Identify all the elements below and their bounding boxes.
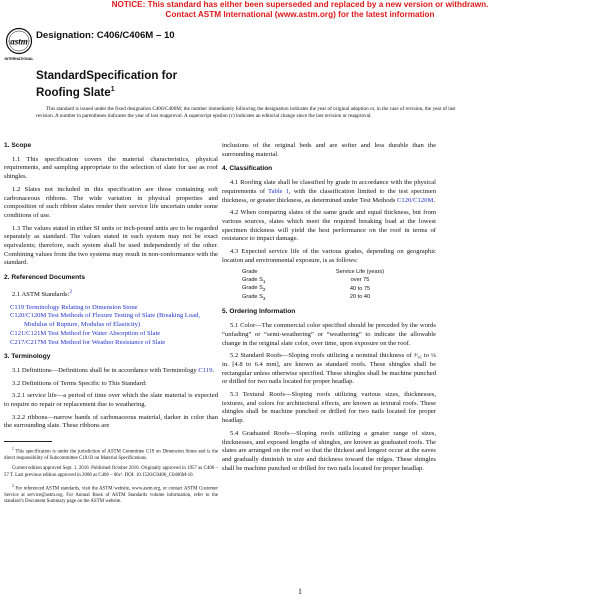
footnote-1-text: This specification is under the jurisdiction of ASTM Committee C18 on Dimension Stone and is the direct responsibility of Subcommittee C18.03 on Material Specifications. — [4, 449, 218, 462]
footnote-2-text: For referenced ASTM standards, visit the ASTM website, www.astm.org, or contact ASTM Customer Service at service@astm.org. For Annual Book of ASTM Standards volume information, refer to the standard’s Document Summary page on the ASTM website. — [4, 486, 218, 505]
section-heading-terminology: 3. Terminology — [4, 353, 51, 361]
paragraph-5-3: 5.3 Textural Roofs—Sloping roofs utilizing various sizes, thicknesses, textures, and colors for architectural effects, are known as textural roofs. These shingles shall be machine punched or drilled for two nails located for proper headlap. — [222, 391, 436, 425]
grade-subscript: 2 — [262, 287, 266, 293]
footnote-2: $^2$ For referenced ASTM standards, visit the ASTM website, www.astm.org, or contact ASTM Customer Service at service@astm.org. For Annual Book of ASTM Standards volume information, refer to the standard’s Document Summary page on the ASTM website. — [4, 483, 218, 505]
grade-label: Grade S — [242, 276, 263, 283]
table-header-grade: Grade — [242, 269, 258, 276]
astm-logo — [4, 26, 34, 62]
logo-label: INTERNATIONAL — [4, 57, 34, 61]
right-column — [222, 142, 436, 477]
table-cell-grade — [236, 294, 320, 303]
paragraph-4-2: 4.2 When comparing slates of the same grade and equal thickness, but from various sources, slates which meet the required breaking load at the lowest specimen thickness will yield the best performance on the roof in terms of resistance to impact damage. — [222, 209, 436, 243]
ref-code-link[interactable]: C121/C121M — [10, 329, 47, 337]
ref-title-link[interactable]: Test Method for Weather Resistance of Slate — [47, 338, 166, 346]
table-cell-grade — [236, 277, 320, 286]
paragraph-1-1: 1.1 This specification covers the material characteristics, physical requirements, and sampling appropriate to the selection of slate for use as roof shingles. — [4, 155, 218, 181]
paragraph-1-3: 1.3 The values stated in either SI units or inch-pound units are to be regarded separately as standard. The values stated in each system may not be exact equivalents; therefore, each system shall be used independently of the other. Combining values from the two systems may result in non-conformance with the standard. — [4, 224, 218, 267]
paragraph-3-2: 3.2 Definitions of Terms Specific to This Standard: — [12, 379, 147, 387]
notice-line-2: Contact ASTM International (www.astm.org) for the latest information — [165, 9, 435, 19]
ref-title-link[interactable]: Test Methods of Flexure Testing of Slate (Breaking Load, Modulus of Rupture, Modulus of Elasticity) — [24, 312, 201, 329]
table-cell-life: 40 to 75 — [349, 285, 371, 292]
paragraph-5-2: 5.2 Standard Roofs—Sloping roofs utilizing a nominal thickness of ³⁄₁₆ to ¼ in. [4.8 to 6.4 mm], are known as standard roofs. These shingles shall be rectangular unless otherwise specified. These shingles shall be machine punched or drilled for two nails located for proper headlap. — [222, 352, 436, 386]
table-header-row — [236, 269, 400, 276]
table-row — [236, 294, 400, 303]
section-heading-referenced-documents: 2. Referenced Documents — [4, 274, 85, 282]
footnote-2-link[interactable]: 2 — [69, 288, 73, 295]
table-1-link[interactable]: Table 1 — [268, 187, 289, 195]
reference-item — [4, 304, 218, 313]
footnote-1b: Current edition approved Sept. 1, 2010. Published October 2010. Originally approved in 1957 as C406 – 57 T. Last previous edition approved in 2006 as C406 – 06ε¹. DOI: 10.1520/C0406_C0406M-10. — [4, 466, 218, 478]
grade-subscript: 3 — [262, 295, 266, 301]
section-heading-ordering-information: 5. Ordering Information — [222, 308, 296, 316]
title-footnote-mark: 1 — [110, 86, 115, 93]
table-row — [236, 277, 400, 286]
notice-line-1: NOTICE: This standard has either been superseded and replaced by a new version or withdrawn. — [111, 0, 489, 9]
paragraph-2-1 — [4, 288, 218, 300]
footnote-1: $^1$ This specification is under the jurisdiction of ASTM Committee C18 on Dimension Stone and is the direct responsibility of Subcommittee C18.03 on Material Specifications. — [4, 447, 218, 462]
ref-code-link[interactable]: C119 — [10, 303, 25, 311]
title-line-1: StandardSpecification for — [36, 69, 178, 82]
preamble-line: of original adoption or, in the case of revision, the year of last revision. A number in parentheses indicates the year of last reapproval. — [36, 106, 456, 119]
supersede-notice — [0, 0, 600, 19]
svg-text:astm: astm — [10, 36, 28, 47]
ref-title-link[interactable]: Terminology Relating to Dimension Stone — [25, 303, 138, 311]
paragraph-3-1-text: 3.1 Definitions—Definitions shall be in accordance with Terminology — [12, 366, 197, 374]
document-title — [36, 69, 336, 100]
c119-link[interactable]: C119 — [198, 366, 213, 374]
paragraph-3-1: 3.1 Definitions—Definitions shall be in accordance with Terminology C119. — [12, 366, 215, 374]
paragraph-5-4: 5.4 Graduated Roofs—Sloping roofs utilizing a greater range of sizes, thicknesses, and exposed lengths of shingles, are known as graduated roofs. The slates are arranged on the roof so that the thickest and longest occur at the eaves and gradually diminish in size and thickness toward the ridges. These shingles shall be machine punched or drilled for two nails located for proper headlap. — [222, 429, 436, 472]
preamble-line: This standard is issued under the fixed designation C406/C406M; the number immediately following the designation indicates the year — [46, 106, 327, 112]
table-cell-life: over 75 — [350, 277, 370, 284]
grade-label: Grade S — [242, 285, 263, 292]
page-number: 1 — [298, 587, 302, 596]
ref-title-link[interactable]: Test Method for Water Absorption of Slate — [47, 329, 161, 337]
grade-label: Grade S — [242, 293, 263, 300]
title-line-2: Roofing Slate — [36, 85, 111, 99]
designation: Designation: C406/C406M – 10 — [36, 30, 175, 41]
paragraph-3-2-1: 3.2.1 service life—a period of time over which the slate material is expected to require no repair or replacement due to weathering. — [4, 392, 218, 409]
section-heading-classification: 4. Classification — [222, 165, 273, 173]
paragraph-4-1-text-b: , with the classification limited to the test specimen thickness, or greater thickness, as determined under Test Methods — [222, 187, 437, 204]
preamble-line: A superscript epsilon (ε) indicates an editorial change since the last revision or reapproval. — [183, 113, 372, 119]
paragraph-4-1: 4.1 Roofing slate shall be classified by grade in accordance with the physical requirements of Table 1, with the classification limited to the test specimen thickness, or greater thickness, as determined under Test Methods C120/C120M. — [222, 179, 437, 204]
reference-item — [4, 312, 218, 329]
section-heading-scope: 1. Scope — [4, 142, 32, 149]
paragraph-4-1-text-a: 4.1 Roofing slate shall be classified by grade in accordance with the physical requirements of — [222, 179, 436, 195]
preamble — [36, 106, 466, 120]
table-header-life: Service Life (years) — [335, 269, 385, 276]
ref-code-link[interactable]: C217/C217M — [10, 338, 47, 346]
paragraph-1-2: 1.2 Slates not included in this specification are those containing soft carbonaceous ribbons. The wide variation in physical properties and composition of such ribbon slates render their service life uncertain under some conditions of use. — [4, 185, 218, 219]
c120-link[interactable]: C120/C120M — [397, 196, 434, 204]
service-life-table — [236, 269, 400, 302]
footnote-divider — [4, 441, 52, 442]
paragraph-3-2-2: 3.2.2 ribbons—narrow bands of carbonaceous material, darker in color than the surrounding slate. These ribbons are — [4, 413, 218, 430]
grade-subscript: 1 — [262, 278, 266, 284]
table-row — [236, 285, 400, 294]
paragraph-continued: inclusions of the original beds and are softer and less durable than the surrounding material. — [222, 142, 436, 158]
reference-item — [4, 330, 218, 339]
reference-list — [4, 304, 218, 348]
table-cell-grade — [236, 285, 320, 294]
ref-code-link[interactable]: C120/C120M — [10, 312, 47, 320]
reference-item — [4, 339, 218, 348]
paragraph-4-3: 4.3 Expected service life of the various grades, depending on geographic location and environmental exposure, is as follows: — [222, 248, 436, 264]
astm-standards-label: 2.1 ASTM Standards: — [12, 291, 70, 299]
table-cell-life: 20 to 40 — [349, 294, 371, 301]
left-column — [4, 142, 218, 510]
paragraph-5-1: 5.1 Color—The commercial color specified should be preceded by the words “unfading” or “semi-weathering” or “weathering” to indicate the allowable change in the original slate color, over time, upon exposure on the roof. — [222, 322, 436, 347]
